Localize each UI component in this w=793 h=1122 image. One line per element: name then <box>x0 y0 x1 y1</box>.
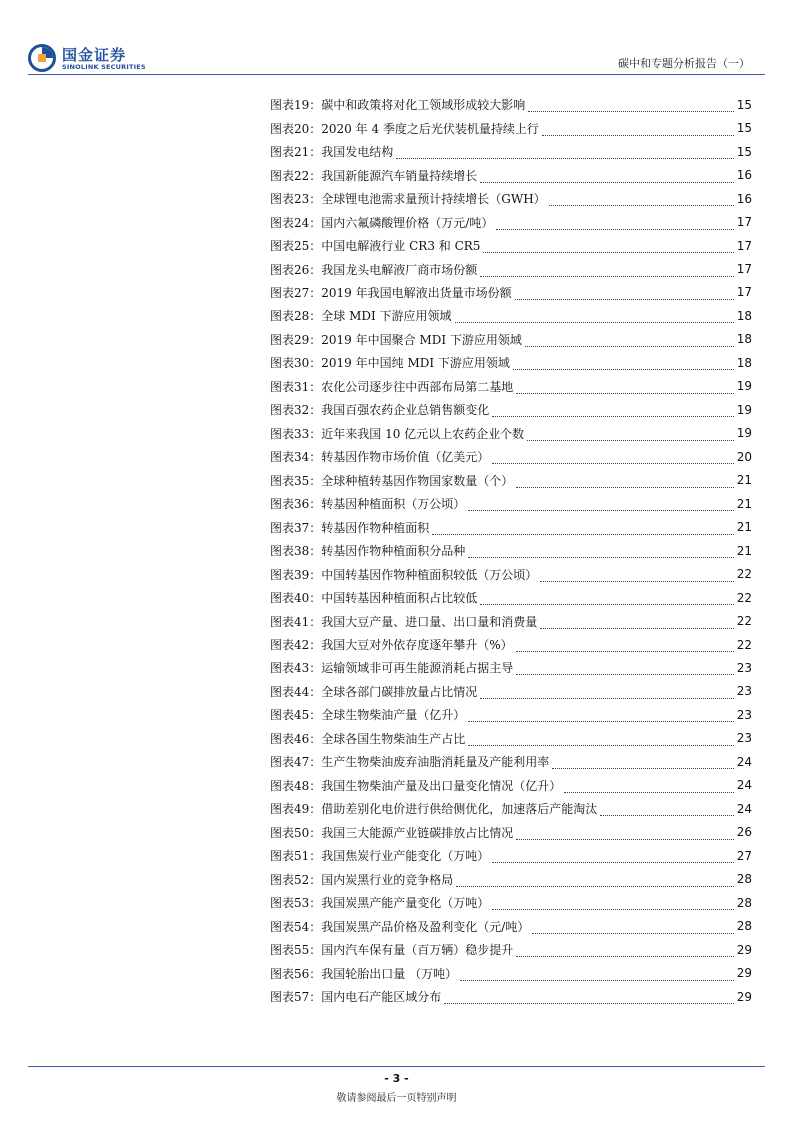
page-ref: 16 <box>736 168 752 183</box>
page-number: - 3 - <box>384 1072 409 1085</box>
dot-leader <box>496 219 733 230</box>
figure-label: 图表54： <box>270 919 322 934</box>
dot-leader <box>480 172 733 183</box>
toc-entry[interactable] <box>270 304 752 327</box>
toc-entry[interactable] <box>270 445 752 468</box>
dot-leader <box>552 758 733 769</box>
figure-label: 图表56： <box>270 966 322 981</box>
dot-leader <box>455 312 734 323</box>
figure-title: 我国新能源汽车销量持续增长 <box>321 168 478 183</box>
header-divider <box>28 74 765 75</box>
dot-leader <box>480 688 733 699</box>
figure-title: 我国发电结构 <box>321 145 394 160</box>
page-ref: 19 <box>736 426 752 441</box>
figure-label: 图表33： <box>270 426 322 441</box>
toc-entry[interactable] <box>270 586 752 609</box>
figure-label: 图表26： <box>270 262 322 277</box>
dot-leader <box>525 336 734 347</box>
figure-title: 2019 年中国纯 MDI 下游应用领域 <box>321 356 510 371</box>
figure-label: 图表29： <box>270 332 322 347</box>
page-ref: 21 <box>736 473 752 488</box>
toc-entry[interactable] <box>270 492 752 515</box>
figure-title: 中国转基因种植面积占比较低 <box>321 591 478 606</box>
figure-title: 我国炭黑产能产量变化（万吨） <box>321 896 490 911</box>
figure-title: 借助差别化电价进行供给侧优化，加速落后产能淘汰 <box>321 802 598 817</box>
page-ref: 23 <box>736 707 752 722</box>
dot-leader <box>480 266 733 277</box>
dot-leader <box>396 148 733 159</box>
figure-label: 图表32： <box>270 403 322 418</box>
page-ref: 15 <box>736 121 752 136</box>
figure-label: 图表51： <box>270 849 322 864</box>
page-ref: 28 <box>736 872 752 887</box>
figure-title: 全球各国生物柴油生产占比 <box>321 731 466 746</box>
page-ref: 28 <box>736 895 752 910</box>
page-ref: 28 <box>736 919 752 934</box>
page-ref: 15 <box>736 144 752 159</box>
page-ref: 23 <box>736 684 752 699</box>
dot-leader <box>492 453 733 464</box>
figure-label: 图表19： <box>270 98 322 113</box>
figure-title: 全球生物柴油产量（亿升） <box>321 708 466 723</box>
toc-entry[interactable] <box>270 234 752 257</box>
toc-entry[interactable] <box>270 375 752 398</box>
figure-title: 生产生物柴油废弃油脂消耗量及产能利用率 <box>321 755 550 770</box>
dot-leader <box>516 477 733 488</box>
figure-label: 图表47： <box>270 755 322 770</box>
figure-label: 图表38： <box>270 544 322 559</box>
page-ref: 27 <box>736 848 752 863</box>
page-ref: 21 <box>736 543 752 558</box>
toc-entry[interactable] <box>270 140 752 163</box>
dot-leader <box>516 829 733 840</box>
figure-title: 转基因作物市场价值（亿美元） <box>321 450 490 465</box>
page-ref: 19 <box>736 379 752 394</box>
figure-label: 图表39： <box>270 567 322 582</box>
dot-leader <box>549 195 734 206</box>
dot-leader <box>483 242 733 253</box>
figure-title: 2020 年 4 季度之后光伏装机量持续上行 <box>321 121 539 136</box>
dot-leader <box>480 594 733 605</box>
figure-label: 图表35： <box>270 473 322 488</box>
figure-label: 图表49： <box>270 802 322 817</box>
figure-title: 我国焦炭行业产能变化（万吨） <box>321 849 490 864</box>
figure-label: 图表37： <box>270 520 322 535</box>
page-ref: 22 <box>736 637 752 652</box>
figure-title: 转基因作物种植面积分品种 <box>321 544 466 559</box>
figure-title: 我国龙头电解液厂商市场份额 <box>321 262 478 277</box>
figure-title: 中国转基因作物种植面积较低（万公顷） <box>321 567 538 582</box>
toc-entry[interactable] <box>270 187 752 210</box>
page-ref: 22 <box>736 614 752 629</box>
figure-title: 全球锂电池需求量预计持续增长（GWH） <box>321 192 546 207</box>
toc-entry[interactable] <box>270 867 752 890</box>
figure-title: 转基因种植面积（万公顷） <box>321 497 466 512</box>
dot-leader <box>468 547 733 558</box>
figure-label: 图表52： <box>270 872 322 887</box>
toc-entry[interactable] <box>270 914 752 937</box>
toc-entry[interactable] <box>270 398 752 421</box>
figure-label: 图表41： <box>270 614 322 629</box>
figure-label: 图表22： <box>270 168 322 183</box>
toc-entry[interactable] <box>270 680 752 703</box>
dot-leader <box>528 101 733 112</box>
dot-leader <box>515 289 734 300</box>
toc-entry[interactable] <box>270 539 752 562</box>
toc-entry[interactable] <box>270 328 752 351</box>
company-logo <box>28 44 148 76</box>
figure-label: 图表50： <box>270 825 322 840</box>
toc-entry[interactable] <box>270 163 752 186</box>
figure-title: 运输领域非可再生能源消耗占据主导 <box>321 661 514 676</box>
page-ref: 17 <box>736 215 752 230</box>
page-ref: 22 <box>736 590 752 605</box>
dot-leader <box>432 524 733 535</box>
page-ref: 18 <box>736 308 752 323</box>
dot-leader <box>527 430 734 441</box>
report-title: 碳中和专题分析报告（一） <box>618 57 750 70</box>
page-ref: 29 <box>736 989 752 1004</box>
page-ref: 23 <box>736 731 752 746</box>
figure-title: 全球各部门碳排放量占比情况 <box>321 684 478 699</box>
figure-label: 图表36： <box>270 497 322 512</box>
figure-label: 图表25： <box>270 239 322 254</box>
figure-label: 图表48： <box>270 778 322 793</box>
figure-title: 全球 MDI 下游应用领域 <box>321 309 452 324</box>
dot-leader <box>540 618 733 629</box>
toc-entry[interactable] <box>270 609 752 632</box>
figure-title: 国内电石产能区域分布 <box>321 990 442 1005</box>
figure-label: 图表42： <box>270 638 322 653</box>
figure-label: 图表21： <box>270 145 322 160</box>
page-ref: 20 <box>736 449 752 464</box>
figure-label: 图表30： <box>270 356 322 371</box>
figure-label: 图表27： <box>270 285 322 300</box>
figure-title: 国内炭黑行业的竞争格局 <box>321 872 454 887</box>
figure-title: 2019 年中国聚合 MDI 下游应用领域 <box>321 332 522 347</box>
toc-entry[interactable] <box>270 351 752 374</box>
dot-leader <box>542 125 734 136</box>
dot-leader <box>513 359 734 370</box>
dot-leader <box>468 711 733 722</box>
toc-entry[interactable] <box>270 961 752 984</box>
page-header <box>0 0 793 80</box>
page-ref: 22 <box>736 567 752 582</box>
figure-label: 图表57： <box>270 990 322 1005</box>
figure-label: 图表28： <box>270 309 322 324</box>
toc-entry[interactable] <box>270 985 752 1008</box>
dot-leader <box>492 852 733 863</box>
toc-entry[interactable] <box>270 797 752 820</box>
page-ref: 26 <box>736 825 752 840</box>
figure-title: 国内六氟磷酸锂价格（万元/吨） <box>321 215 494 230</box>
toc-entry[interactable] <box>270 422 752 445</box>
figure-label: 图表46： <box>270 731 322 746</box>
page-ref: 17 <box>736 238 752 253</box>
toc-entry[interactable] <box>270 633 752 656</box>
page-ref: 24 <box>736 801 752 816</box>
page-ref: 23 <box>736 660 752 675</box>
figure-label: 图表20： <box>270 121 322 136</box>
figure-title: 国内汽车保有量（百万辆）稳步提升 <box>321 943 514 958</box>
toc-entry[interactable] <box>270 938 752 961</box>
toc-entry[interactable] <box>270 703 752 726</box>
footer-divider <box>28 1066 765 1067</box>
figure-title: 中国电解液行业 CR3 和 CR5 <box>321 239 481 254</box>
figure-title: 我国炭黑产品价格及盈利变化（元/吨） <box>321 919 530 934</box>
page-ref: 24 <box>736 754 752 769</box>
page-ref: 17 <box>736 285 752 300</box>
dot-leader <box>492 899 733 910</box>
figure-title: 近年来我国 10 亿元以上农药企业个数 <box>321 426 525 441</box>
figure-label: 图表34： <box>270 450 322 465</box>
dot-leader <box>540 571 733 582</box>
toc-entry[interactable] <box>270 727 752 750</box>
toc-entry[interactable] <box>270 93 752 116</box>
figure-index-list <box>270 93 752 1008</box>
dot-leader <box>600 805 733 816</box>
toc-entry[interactable] <box>270 656 752 679</box>
figure-label: 图表23： <box>270 192 322 207</box>
figure-title: 我国百强农药企业总销售额变化 <box>321 403 490 418</box>
page-ref: 18 <box>736 355 752 370</box>
toc-entry[interactable] <box>270 844 752 867</box>
toc-entry[interactable] <box>270 891 752 914</box>
logo-chinese-name: 国金证券 <box>62 46 127 64</box>
dot-leader <box>516 664 733 675</box>
figure-label: 图表43： <box>270 661 322 676</box>
toc-entry[interactable] <box>270 281 752 304</box>
page-ref: 17 <box>736 262 752 277</box>
toc-entry[interactable] <box>270 821 752 844</box>
toc-entry[interactable] <box>270 210 752 233</box>
figure-label: 图表24： <box>270 215 322 230</box>
figure-title: 2019 年我国电解液出货量市场份额 <box>321 285 512 300</box>
page-ref: 29 <box>736 966 752 981</box>
toc-entry[interactable] <box>270 562 752 585</box>
dot-leader <box>532 923 733 934</box>
figure-label: 图表55： <box>270 943 322 958</box>
dot-leader <box>516 946 733 957</box>
figure-title: 我国大豆产量、进口量、出口量和消费量 <box>321 614 538 629</box>
disclaimer-note: 敬请参阅最后一页特别声明 <box>336 1093 457 1104</box>
figure-title: 农化公司逐步往中西部布局第二基地 <box>321 379 514 394</box>
dot-leader <box>460 970 734 981</box>
figure-label: 图表45： <box>270 708 322 723</box>
figure-title: 转基因作物种植面积 <box>321 520 430 535</box>
dot-leader <box>516 383 733 394</box>
figure-label: 图表31： <box>270 379 322 394</box>
dot-leader <box>444 993 733 1004</box>
toc-entry[interactable] <box>270 515 752 538</box>
page-ref: 18 <box>736 332 752 347</box>
page-ref: 15 <box>736 97 752 112</box>
page-ref: 19 <box>736 402 752 417</box>
page-ref: 16 <box>736 191 752 206</box>
logo-english-name: SINOLINK SECURITIES <box>62 63 146 71</box>
dot-leader <box>468 735 733 746</box>
figure-label: 图表40： <box>270 591 322 606</box>
toc-entry[interactable] <box>270 116 752 139</box>
figure-label: 图表44： <box>270 684 322 699</box>
page-ref: 21 <box>736 496 752 511</box>
figure-title: 我国生物柴油产量及出口量变化情况（亿升） <box>321 778 562 793</box>
toc-entry[interactable] <box>270 469 752 492</box>
page-ref: 21 <box>736 520 752 535</box>
page-ref: 24 <box>736 778 752 793</box>
figure-title: 全球种植转基因作物国家数量（个） <box>321 473 514 488</box>
figure-title: 我国三大能源产业链碳排放占比情况 <box>321 825 514 840</box>
dot-leader <box>468 500 733 511</box>
figure-label: 图表53： <box>270 896 322 911</box>
dot-leader <box>456 876 733 887</box>
dot-leader <box>492 406 733 417</box>
dot-leader <box>516 641 734 652</box>
toc-entry[interactable] <box>270 774 752 797</box>
figure-title: 我国大豆对外依存度逐年攀升（%） <box>321 638 513 653</box>
figure-title: 碳中和政策将对化工领域形成较大影响 <box>321 98 526 113</box>
toc-entry[interactable] <box>270 257 752 280</box>
toc-entry[interactable] <box>270 750 752 773</box>
sinolink-logo-icon <box>28 44 56 72</box>
page-ref: 29 <box>736 942 752 957</box>
dot-leader <box>564 782 733 793</box>
figure-title: 我国轮胎出口量 （万吨） <box>321 966 458 981</box>
